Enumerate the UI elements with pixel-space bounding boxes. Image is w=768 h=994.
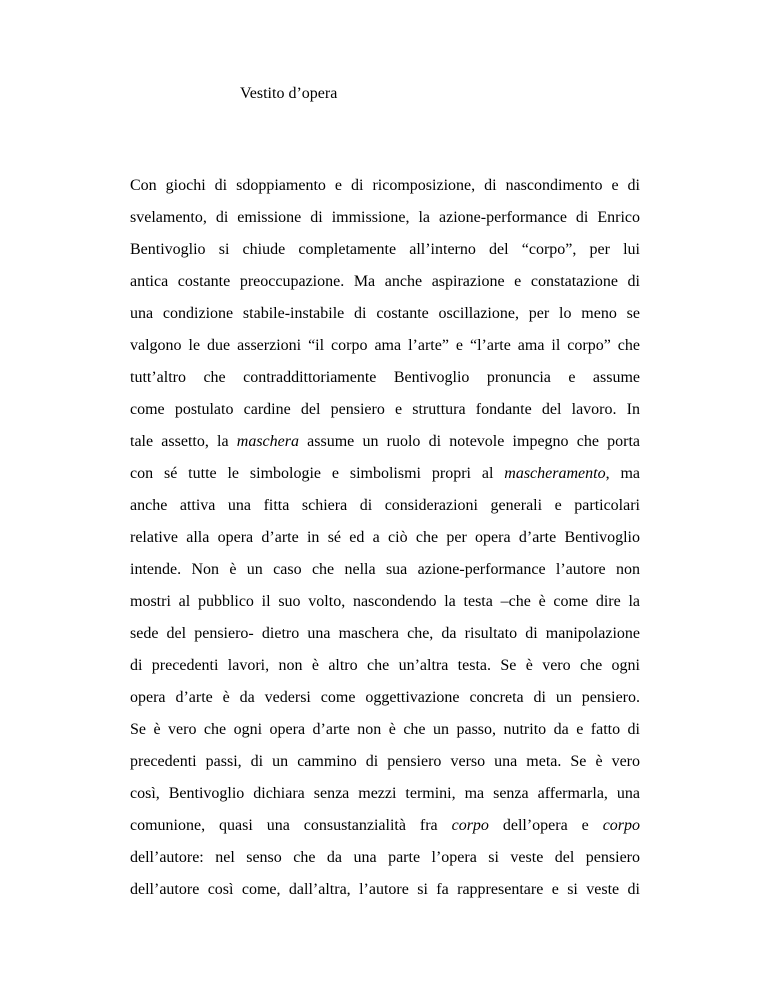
- text-segment: Con giochi di sdoppiamento e di ricomposizione, di nascondimento e di: [130, 177, 640, 194]
- text-segment: valgono le due asserzioni “il corpo ama l’arte” e “l’arte ama il corpo” che: [130, 337, 640, 354]
- text-line: [130, 784, 640, 816]
- text-segment: dell’opera e: [488, 817, 603, 834]
- text-segment: così, Bentivoglio dichiara senza mezzi termini, ma senza affermarla, una: [130, 785, 640, 802]
- italic-text-segment: maschera: [236, 433, 299, 450]
- text-line: [130, 368, 640, 400]
- italic-text-segment: corpo: [451, 817, 489, 834]
- text-line: [130, 752, 640, 784]
- text-segment: comunione, quasi una consustanzialità fra: [130, 817, 452, 834]
- document-title: Vestito d’opera: [240, 85, 338, 102]
- text-segment: anche attiva una fitta schiera di considerazioni generali e particolari: [130, 497, 640, 514]
- text-line: [130, 272, 640, 304]
- text-line: [130, 496, 640, 528]
- text-line: [130, 624, 640, 656]
- text-segment: una condizione stabile-instabile di costante oscillazione, per lo meno se: [130, 305, 640, 322]
- text-line: [130, 848, 640, 880]
- text-line: [130, 656, 640, 688]
- text-segment: assume un ruolo di notevole impegno che porta: [298, 433, 641, 450]
- italic-text-segment: mascheramento: [504, 465, 606, 482]
- text-line: [130, 528, 640, 560]
- text-line: [130, 208, 640, 240]
- text-segment: antica costante preoccupazione. Ma anche aspirazione e constatazione di: [130, 273, 640, 290]
- text-segment: sede del pensiero- dietro una maschera che, da risultato di manipolazione: [130, 625, 640, 642]
- italic-text-segment: corpo: [602, 817, 641, 834]
- text-segment: di precedenti lavori, non è altro che un’altra testa. Se è vero che ogni: [130, 657, 640, 674]
- text-segment: come postulato cardine del pensiero e struttura fondante del lavoro. In: [130, 401, 640, 418]
- text-line: [130, 336, 640, 368]
- text-segment: , ma: [605, 465, 640, 482]
- text-line: [130, 688, 640, 720]
- text-segment: Se è vero che ogni opera d’arte non è che un passo, nutrito da e fatto di: [130, 721, 640, 738]
- text-line: [130, 592, 640, 624]
- text-segment: intende. Non è un caso che nella sua azione-performance l’autore non: [130, 561, 640, 578]
- text-line: [130, 176, 640, 208]
- text-segment: svelamento, di emissione di immissione, la azione-performance di Enrico: [130, 209, 640, 226]
- text-line: [130, 240, 640, 272]
- text-line: [130, 560, 640, 592]
- text-segment: tutt’altro che contraddittoriamente Bentivoglio pronuncia e assume: [130, 369, 640, 386]
- document-body: [130, 176, 640, 912]
- text-line: [130, 464, 640, 496]
- text-segment: Bentivoglio si chiude completamente all’interno del “corpo”, per lui: [130, 241, 640, 258]
- text-line: [130, 720, 640, 752]
- text-segment: precedenti passi, di un cammino di pensiero verso una meta. Se è vero: [130, 753, 640, 770]
- text-line: [130, 400, 640, 432]
- text-segment: tale assetto, la: [130, 433, 237, 450]
- text-segment: mostri al pubblico il suo volto, nascondendo la testa –che è come dire la: [130, 593, 640, 610]
- text-line: [130, 816, 640, 848]
- text-segment: dell’autore così come, dall’altra, l’autore si fa rappresentare e si veste di: [130, 881, 640, 898]
- text-segment: con sé tutte le simbologie e simbolismi propri al: [130, 465, 505, 482]
- text-line: [130, 304, 640, 336]
- text-segment: opera d’arte è da vedersi come oggettivazione concreta di un pensiero.: [130, 689, 640, 706]
- text-line: [130, 880, 640, 912]
- text-segment: relative alla opera d’arte in sé ed a ciò che per opera d’arte Bentivoglio: [130, 529, 640, 546]
- text-segment: dell’autore: nel senso che da una parte l’opera si veste del pensiero: [130, 849, 640, 866]
- text-line: [130, 432, 640, 464]
